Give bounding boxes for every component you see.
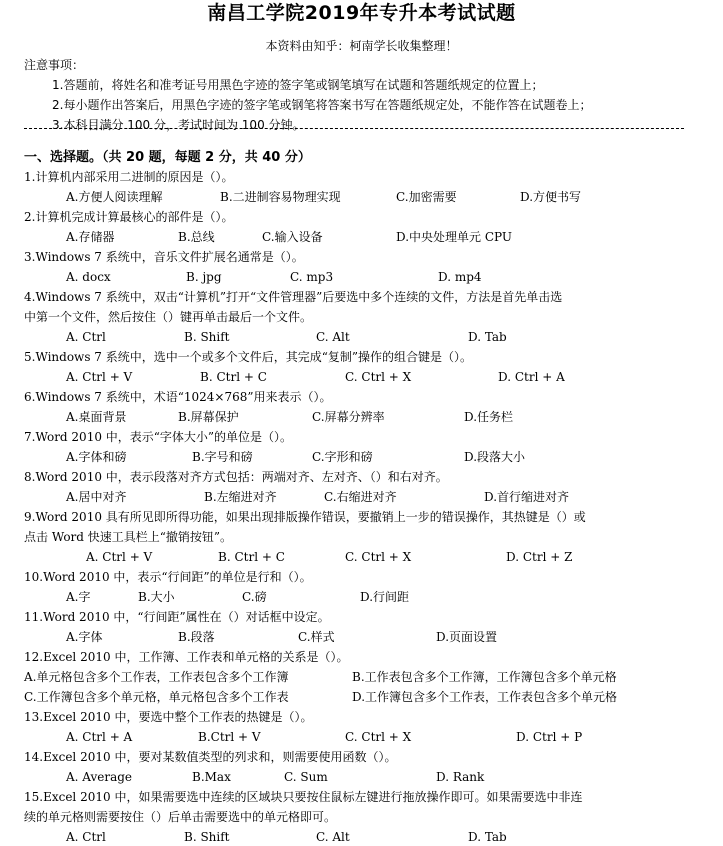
question-7-option-b: B.字号和磅 bbox=[192, 450, 253, 464]
question-12-option-d: D.工作簿包含多个工作表，工作表包含多个单元格 bbox=[352, 690, 618, 704]
question-7-option-d: D.段落大小 bbox=[464, 450, 526, 464]
question-13-option-c: C. Ctrl + X bbox=[345, 730, 412, 744]
notes-heading: 注意事项： bbox=[24, 58, 85, 72]
question-8-stem: 8.Word 2010 中，表示段落对齐方式包括：两端对齐、左对齐、（）和右对齐。 bbox=[24, 470, 448, 484]
question-5-option-d: D. Ctrl + A bbox=[498, 370, 565, 384]
question-10-option-b: B.大小 bbox=[138, 590, 175, 604]
question-12-stem: 12.Excel 2010 中，工作簿、工作表和单元格的关系是（）。 bbox=[24, 650, 349, 664]
question-3-option-c: C. mp3 bbox=[290, 270, 334, 284]
question-14-option-b: B.Max bbox=[192, 770, 231, 784]
question-6-option-d: D.任务栏 bbox=[464, 410, 514, 424]
question-10-option-d: D.行间距 bbox=[360, 590, 410, 604]
question-2-stem: 2.计算机完成计算最核心的部件是（）。 bbox=[24, 210, 234, 224]
question-13-option-d: D. Ctrl + P bbox=[516, 730, 583, 744]
question-1-stem: 1.计算机内部采用二进制的原因是（）。 bbox=[24, 170, 234, 184]
question-15-stem-line-2: 续的单元格则需要按住（）后单击需要选中的单元格即可。 bbox=[24, 810, 337, 824]
question-6-option-a: A.桌面背景 bbox=[66, 410, 127, 424]
question-1-option-d: D.方便书写 bbox=[520, 190, 582, 204]
question-13-stem: 13.Excel 2010 中，要选中整个工作表的热键是（）。 bbox=[24, 710, 313, 724]
question-14-option-a: A. Average bbox=[66, 770, 133, 784]
question-3-option-b: B. jpg bbox=[186, 270, 222, 284]
question-1-option-a: A.方便人阅读理解 bbox=[66, 190, 163, 204]
question-1-option-c: C.加密需要 bbox=[396, 190, 457, 204]
question-1-option-b: B.二进制容易物理实现 bbox=[220, 190, 341, 204]
question-5-stem: 5.Windows 7 系统中，选中一个或多个文件后，其完成“复制”操作的组合键是（）。 bbox=[24, 350, 473, 364]
question-11-option-a: A.字体 bbox=[66, 630, 103, 644]
question-9-option-c: C. Ctrl + X bbox=[345, 550, 412, 564]
question-4-option-b: B. Shift bbox=[184, 330, 230, 344]
question-6-option-b: B.屏幕保护 bbox=[178, 410, 239, 424]
question-7-option-a: A.字体和磅 bbox=[66, 450, 127, 464]
question-13-option-a: A. Ctrl + A bbox=[66, 730, 133, 744]
question-10-stem: 10.Word 2010 中，表示“行间距”的单位是行和（）。 bbox=[24, 570, 312, 584]
question-9-option-d: D. Ctrl + Z bbox=[506, 550, 573, 564]
question-3-stem: 3.Windows 7 系统中，音乐文件扩展名通常是（）。 bbox=[24, 250, 304, 264]
question-12-option-b: B.工作表包含多个工作簿，工作簿包含多个单元格 bbox=[352, 670, 617, 684]
question-4-stem-line-1: 4.Windows 7 系统中，双击“计算机”打开“文件管理器”后要选中多个连续的文件，方法是首先单击选 bbox=[24, 290, 563, 304]
question-2-option-d: D.中央处理单元 CPU bbox=[396, 230, 512, 244]
question-7-option-c: C.字形和磅 bbox=[312, 450, 373, 464]
note-2: 2.每小题作出答案后，用黑色字迹的签字笔或钢笔将答案书写在答题纸规定处，不能作答在试题卷上； bbox=[52, 98, 592, 112]
question-2-option-a: A.存储器 bbox=[66, 230, 115, 244]
question-4-option-d: D. Tab bbox=[468, 330, 507, 344]
question-5-option-b: B. Ctrl + C bbox=[200, 370, 267, 384]
question-9-stem-line-2: 点击 Word 快速工具栏上“撤销按钮”。 bbox=[24, 530, 233, 544]
question-2-option-b: B.总线 bbox=[178, 230, 215, 244]
question-9-option-b: B. Ctrl + C bbox=[218, 550, 285, 564]
exam-subtitle: 本资料由知乎：柯南学长收集整理！ bbox=[265, 39, 458, 53]
question-15-option-d: D. Tab bbox=[468, 830, 507, 844]
question-5-option-a: A. Ctrl + V bbox=[66, 370, 133, 384]
question-8-option-a: A.居中对齐 bbox=[66, 490, 127, 504]
note-3: 3.本科目满分 100 分，考试时间为 100 分钟。 bbox=[52, 118, 305, 132]
question-5-option-c: C. Ctrl + X bbox=[345, 370, 412, 384]
exam-title: 南昌工学院2019年专升本考试试题 bbox=[207, 2, 516, 24]
section-title: 一、选择题。（共 20 题，每题 2 分，共 40 分） bbox=[24, 150, 311, 165]
question-3-option-a: A. docx bbox=[66, 270, 111, 284]
question-9-stem-line-1: 9.Word 2010 具有所见即所得功能，如果出现排版操作错误，要撤销上一步的错误操作，其热键是（）或 bbox=[24, 510, 586, 524]
question-8-option-d: D.首行缩进对齐 bbox=[484, 490, 570, 504]
question-15-stem-line-1: 15.Excel 2010 中，如果需要选中连续的区域块只要按住鼠标左键进行拖放操作即可。如果需要选中非连 bbox=[24, 790, 583, 804]
question-11-option-d: D.页面设置 bbox=[436, 630, 498, 644]
question-9-option-a: A. Ctrl + V bbox=[86, 550, 153, 564]
question-10-option-c: C.磅 bbox=[242, 590, 267, 604]
question-4-option-c: C. Alt bbox=[316, 330, 350, 344]
question-14-option-c: C. Sum bbox=[284, 770, 328, 784]
question-14-option-d: D. Rank bbox=[436, 770, 485, 784]
question-12-option-c: C.工作簿包含多个单元格，单元格包含多个工作表 bbox=[24, 690, 289, 704]
question-10-option-a: A.字 bbox=[66, 590, 91, 604]
note-1: 1.答题前，将姓名和准考证号用黑色字迹的签字笔或钢笔填写在试题和答题纸规定的位置上； bbox=[52, 78, 544, 92]
question-8-option-b: B.左缩进对齐 bbox=[204, 490, 277, 504]
question-14-stem: 14.Excel 2010 中，要对某数值类型的列求和，则需要使用函数（）。 bbox=[24, 750, 397, 764]
question-7-stem: 7.Word 2010 中，表示“字体大小”的单位是（）。 bbox=[24, 430, 293, 444]
question-15-option-a: A. Ctrl bbox=[66, 830, 106, 844]
question-13-option-b: B.Ctrl + V bbox=[198, 730, 261, 744]
question-8-option-c: C.右缩进对齐 bbox=[324, 490, 397, 504]
question-3-option-d: D. mp4 bbox=[438, 270, 482, 284]
question-15-option-c: C. Alt bbox=[316, 830, 350, 844]
question-6-option-c: C.屏幕分辨率 bbox=[312, 410, 385, 424]
question-11-stem: 11.Word 2010 中，“行间距”属性在（）对话框中设定。 bbox=[24, 610, 330, 624]
question-6-stem: 6.Windows 7 系统中，术语“1024×768”用来表示（）。 bbox=[24, 390, 332, 404]
question-4-option-a: A. Ctrl bbox=[66, 330, 106, 344]
question-2-option-c: C.输入设备 bbox=[262, 230, 323, 244]
question-11-option-b: B.段落 bbox=[178, 630, 215, 644]
question-4-stem-line-2: 中第一个文件，然后按住（）键再单击最后一个文件。 bbox=[24, 310, 313, 324]
question-15-option-b: B. Shift bbox=[184, 830, 230, 844]
question-12-option-a: A.单元格包含多个工作表，工作表包含多个工作簿 bbox=[24, 670, 289, 684]
question-11-option-c: C.样式 bbox=[298, 630, 335, 644]
dashed-divider bbox=[24, 128, 684, 129]
